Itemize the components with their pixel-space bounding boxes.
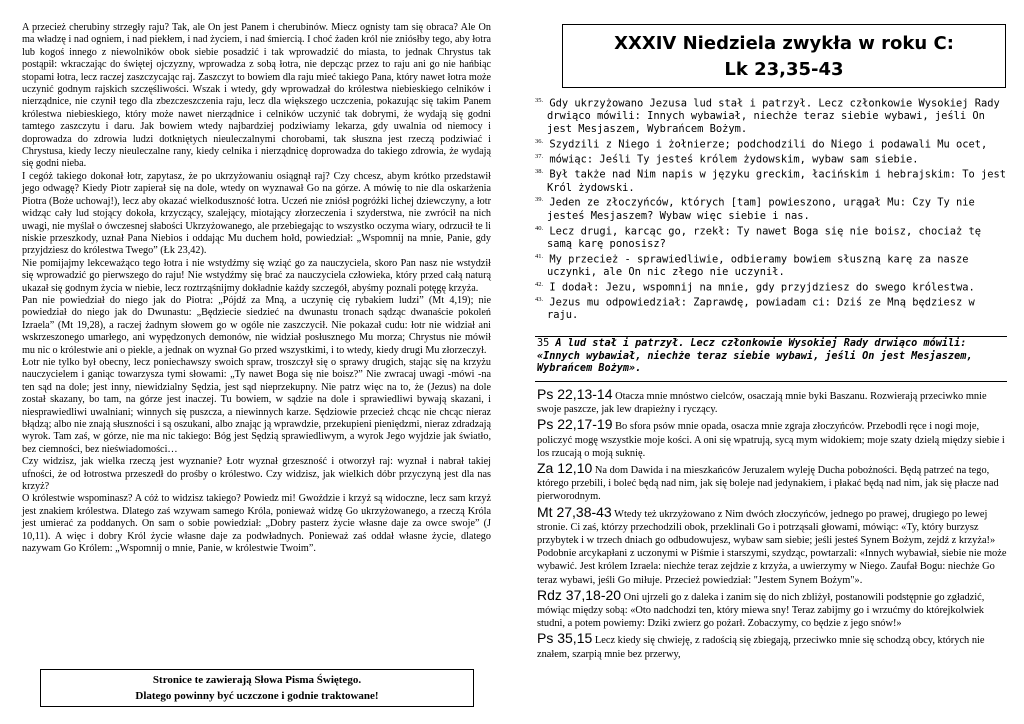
reverence-notice-line2: Dlatego powinny być uczczone i godnie traktowane!: [135, 690, 379, 702]
verse: [535, 166, 1007, 194]
verse-text: Jeden ze złoczyńców, których [tam] powieszono, urągał Mu: Czy Ty nie jesteś Mesjaszem? Wybaw więc siebie i nas.: [547, 196, 975, 222]
title-sunday: XXXIV Niedziela zwykła w roku C:: [614, 33, 954, 54]
reference-label: Ps 35,15: [537, 630, 593, 647]
commentary-verse-text: A lud stał i patrzył. Lecz członkowie Wysokiej Rady drwiąco mówili: «Innych wybawiał, niechże teraz siebie wybawi, jeśli On jest Mesjaszem, Wybrańcem Bożym».: [537, 338, 973, 375]
verse-text: I dodał: Jezu, wspomnij na mnie, gdy przyjdziesz do swego królestwa.: [549, 281, 975, 294]
verse: [535, 223, 1007, 251]
reference-label: Ps 22,17-19: [537, 416, 613, 433]
verse-text: Był także nad Nim napis w języku greckim, łacińskim i hebrajskim: To jest Król żydowski.: [547, 168, 1007, 194]
reference-text: Oni ujrzeli go z daleka i zanim się do nich zbliżył, postanowili podstępnie go zgładzić, mówiąc między sobą: «Oto nadchodzi ten, który miewa sny! Teraz zabijmy go i wrzućmy do którejkolwiek studni, a potem powiemy: Dziki zwierz go pożarł. Zobaczymy, co będzie z jego snów!»: [537, 591, 985, 630]
verse-number: 42.: [535, 280, 544, 288]
homily-paragraph: Pan nie powiedział do niego jak do Piotra: „Pójdź za Mną, a uczynię cię rybakiem ludzi” (Mt 4,19); nie powiedział do niego jak do Dwunastu: „Będziecie siedzieć na dwunastu tronach sądząc dwanaście pokoleń Izraela” (Mt 19,28), a raczej żadnym słowem go w ogóle nie zaszczycił. Nie pokazał cudu: łotr nie widział ani wskrzeszonego umarłego, ani wypędzonych demonów, nie widział posłusznego Mu morza; Chrystus nie mówił mu nic o królestwie ani o piekle, a jednak on wyznał Go przed wszystkimi, i to wtedy, kiedy drugi Mu złorzeczył.: [22, 294, 491, 356]
verse-number: 38.: [535, 168, 544, 176]
verse-number: 36.: [535, 137, 544, 145]
homily-paragraph: Łotr nie tylko był obecny, lecz poniechawszy swoich spraw, troszczył się o sprawy drugich, stając się na krzyżu nauczycielem i ganiąc towarzysza tymi słowami: „Ty nawet Boga się nie boisz?” Nie zwracaj uwagi -mówi -na ten sąd na dole; jest inny, niewidzialny Sędzia, jest sąd nieprzekupny. Nie patrz więc na to, że (Jezus) na dole został skazany, bo tam, na górze jest inaczej. Tu bowiem, w sądzie na dole i sprawiedliwi bywają skazani, i niesprawiedliwi uwalniani; winnych się puszcza, a niewinnych karze. Sędziowie przecież chcąc nie chcąc nieraz błądzą; albo nie znają słuszności i są oszukani, albo znając ją wprawdzie, przekupieni pieniędzmi, nieraz zdradzają wyrok. Tam zaś, w górze, nie ma nic takiego: Bóg jest Sędzią sprawiedliwym, a wyrok Jego wyjdzie jak światło, bez ciemności, bez nieświadomości…: [22, 356, 491, 455]
verse-number: 40.: [535, 224, 544, 232]
verse: [535, 95, 1007, 136]
reference-text: Otacza mnie mnóstwo cielców, osaczają mnie byki Baszanu. Rozwierają przeciwko mnie swoje paszcze, jak lew drapieżny i ryczący.: [537, 391, 987, 416]
verse-number: 39.: [535, 196, 544, 204]
reference-item: [537, 418, 1007, 460]
reference-label: Mt 27,38-43: [537, 503, 612, 520]
reference-text: Na dom Dawida i na mieszkańców Jeruzalem wyleję Ducha pobożności. Będą patrzeć na tego, którego przebili, i boleć będą nad nim, jak się boleje nad jedynakiem, i płakać będą nad nim, jak się płacze nad pierworodnym.: [537, 465, 999, 503]
reference-item: [537, 388, 1007, 416]
homily-paragraph: Czy widzisz, jak wielka rzeczą jest wyznanie? Łotr wyznał grzeszność i otworzył raj: wyznał i nabrał takiej ufności, że od łotrostwa przeszedł do prośby o królestwo. Czy widzisz, jak wielkich dóbr przyczyną jest dla nas krzyż?: [22, 456, 491, 493]
reference-text: Lecz kiedy się chwieję, z radością się zbiegają, przeciwko mnie się schodzą obcy, których nie znałem, szarpią mnie bez przerwy,: [537, 635, 985, 660]
cross-references: [537, 388, 1007, 663]
homily-paragraph: O królestwie wspominasz? A cóż to widzisz takiego? Powiedz mi! Gwoździe i krzyż są widoczne, lecz sam krzyż jest znakiem królestwa. Dlatego zaś wzywam samego Króla, ponieważ widzę Go ukrzyżowanego, a rzeczą Króla jest umierać za poddanych. On sam o sobie powiedział: „Dobry pasterz życie własne daje za owce swoje” (J 10,11). A więc i dobry Król życie własne daje za podwładnych. Ponieważ zaś oddał własne życie, dlatego nazywam Go Królem: „Wspomnij o mnie, Panie, w królestwie Twoim”.: [22, 493, 491, 555]
homily-paragraph: I cegóż takiego dokonał łotr, zapytasz, że po ukrzyżowaniu osiągnął raj? Czy chcesz, abym krótko przedstawił jego odwagę? Kiedy Piotr zapierał się na dole, wtedy on wyznawał Go na górze. A mówię to nie dla oskarżenia Piotra (Boże uchowaj!), lecz aby okazać wielkoduszność łotra. Uczeń nie zniósł pogróżki lichej dziewczyny, a łotr widząc cały lud stojący dokoła, krzyczący, szalejący, miotający złorzeczenia i szyderstwa, nie zwrócił na nich uwagi, nie myślał o ówczesnej słabości Ukrzyżowanego, ale przebiegając to wszystko oczyma wiary, odrzucił te li niskie przeszkody, uznał Pana Niebios i oddając Mu duchem hołd, powiedział: „Wspomnij na mnie, Panie, gdy przyjdziesz do królestwa Twego” (Łk 23,42).: [22, 170, 491, 257]
commentary-verse-number: 35: [537, 338, 550, 349]
reference-label: Ps 22,13-14: [537, 386, 613, 402]
reference-item: [537, 586, 1007, 631]
reverence-notice-line1: Stronice te zawierają Słowa Pisma Świętego.: [152, 674, 362, 686]
reference-label: Rdz 37,18-20: [537, 586, 622, 603]
verse-text: Szydzili z Niego i żołnierze; podchodzili do Niego i podawali Mu ocet,: [549, 138, 988, 151]
verse: [535, 294, 1007, 322]
reference-text: Bo sfora psów mnie opada, osacza mnie zgraja złoczyńców. Przebodli ręce i nogi moje, policzyć mogę wszystkie moje kości. A oni się wpatrują, sycą mym widokiem; moje szaty dzielą między siebie i los rzucają o moją suknię.: [537, 421, 1005, 459]
reference-item: [537, 503, 1007, 587]
reference-item: [537, 462, 1007, 504]
verse-number: 43.: [535, 295, 544, 303]
reference-label: Za 12,10: [537, 460, 593, 477]
verse-text: Jezus mu odpowiedział: Zaprawdę, powiadam ci: Dziś ze Mną będziesz w raju.: [547, 296, 975, 322]
verse-text: My przecież - sprawiedliwie, odbieramy bowiem słuszną karę za nasze uczynki, ale On nic złego nie uczynił.: [547, 253, 969, 278]
verse: [535, 194, 1007, 222]
verse-text: Lecz drugi, karcąc go, rzekł: Ty nawet Boga się nie boisz, chociaż tę samą karę ponosisz?: [547, 224, 982, 250]
verse: [535, 251, 1007, 279]
title-reference: Lk 23,35-43: [724, 59, 844, 80]
verse: [535, 136, 1007, 151]
homily-paragraph: Nie pomijajmy lekceważąco tego łotra i nie wstydźmy się wziąć go za nauczyciela, skoro Pan nasz nie wstydził się wprowadzić go pierwszego do raju! Nie wstydźmy się brać za nauczyciela człowieka, który przed całą naturą ukazał się godnym życia w niebie, lecz roztrząśnijmy dokładnie każdy szczegół, abyśmy poznali potęgę krzyża.: [22, 257, 491, 294]
reverence-notice: [40, 669, 474, 707]
verse: [535, 151, 1007, 166]
verse-number: 41.: [535, 252, 544, 260]
gospel-text: [535, 95, 1007, 322]
verse: [535, 279, 1007, 294]
page-title: [562, 24, 1006, 88]
verse-text: mówiąc: Jeśli Ty jesteś królem żydowskim, wybaw sam siebie.: [549, 153, 919, 166]
verse-number: 35.: [535, 97, 544, 104]
homily-paragraph: A przecież cherubiny strzegły raju? Tak, ale On jest Panem i cherubinów. Miecz ognisty tam się obraca? Ale On ma władzę i nad ogniem, i nad piekłem, i nad życiem, i nad śmiercią. I choć żaden król nie zniósłby tego, aby łotra lub kogoś innego z niewolników obok siebie posadzić i tak wprowadzić do miasta, to jednak Chrystus tak postąpił: wkraczając do świętej ojczyzny, wprowadza z sobą łotra, nie depcząc przez to raju ani go nie hańbiąc stopami łotra, lecz raczej zaszczycając raj. Zaszczyt to bowiem dla raju mieć takiego Pana, który nawet łotra może uczynić godnym rajskich szczęśliwości. Wszak i wtedy, gdy wprowadzał do królestwa niebieskiego celników i nierządnice, nie czynił tego dla zbezczeszczenia raju, lecz dla większego uczczenia, pokazując się takim Panem królestwa niebieskiego, który może nawet nierządnice i celników uczynić tak dobrymi, że wydają się godni tamtego zaszczytu i daru. Jak bowiem wtedy najbardziej podziwiamy lekarza, gdy uwalnia od niemocy i doprowadza do zdrowia ludzi dotkniętych nieuleczalnymi chorobami, tak słuszna jest rzeczą podziwiać i Chrystusa, kiedy leczy nieuleczalne rany, kiedy celnika i nierządnicę doprowadza do takiego zdrowia, że wydają się godni nieba.: [22, 22, 491, 170]
verse-number: 37.: [535, 153, 544, 161]
reference-item: [537, 632, 1007, 660]
verse-commentary-header: [535, 336, 1007, 382]
homily-column: [22, 22, 491, 652]
reference-text: Wtedy też ukrzyżowano z Nim dwóch złoczyńców, jednego po prawej, drugiego po lewej stronie. Ci zaś, którzy przechodzili obok, przeklinali Go i potrząsali głowami, mówiąc: «Ty, który burzysz przybytek i w trzech dniach go odbudowujesz, wybaw sam siebie; jeśli jesteś Synem Bożym, zejdź z krzyża!» Podobnie arcykapłani z uczonymi w Piśmie i starszymi, szydząc, powtarzali: «Innych wybawiał, siebie nie może wybawić. Jest królem Izraela: niechże teraz zejdzie z krzyża, a uwierzymy w Niego. Zaufał Bogu: niechże Go teraz wybawi, jeśli Go miłuje. Przecież powiedział: "Jestem Synem Bożym"».: [537, 508, 1007, 586]
verse-text: Gdy ukrzyżowano Jezusa lud stał i patrzył. Lecz członkowie Wysokiej Rady drwiąco mówili: Innych wybawiał, niechże teraz siebie wybawi, jeśli On jest Mesjaszem, Wybrańcem Bożym.: [547, 97, 1000, 136]
